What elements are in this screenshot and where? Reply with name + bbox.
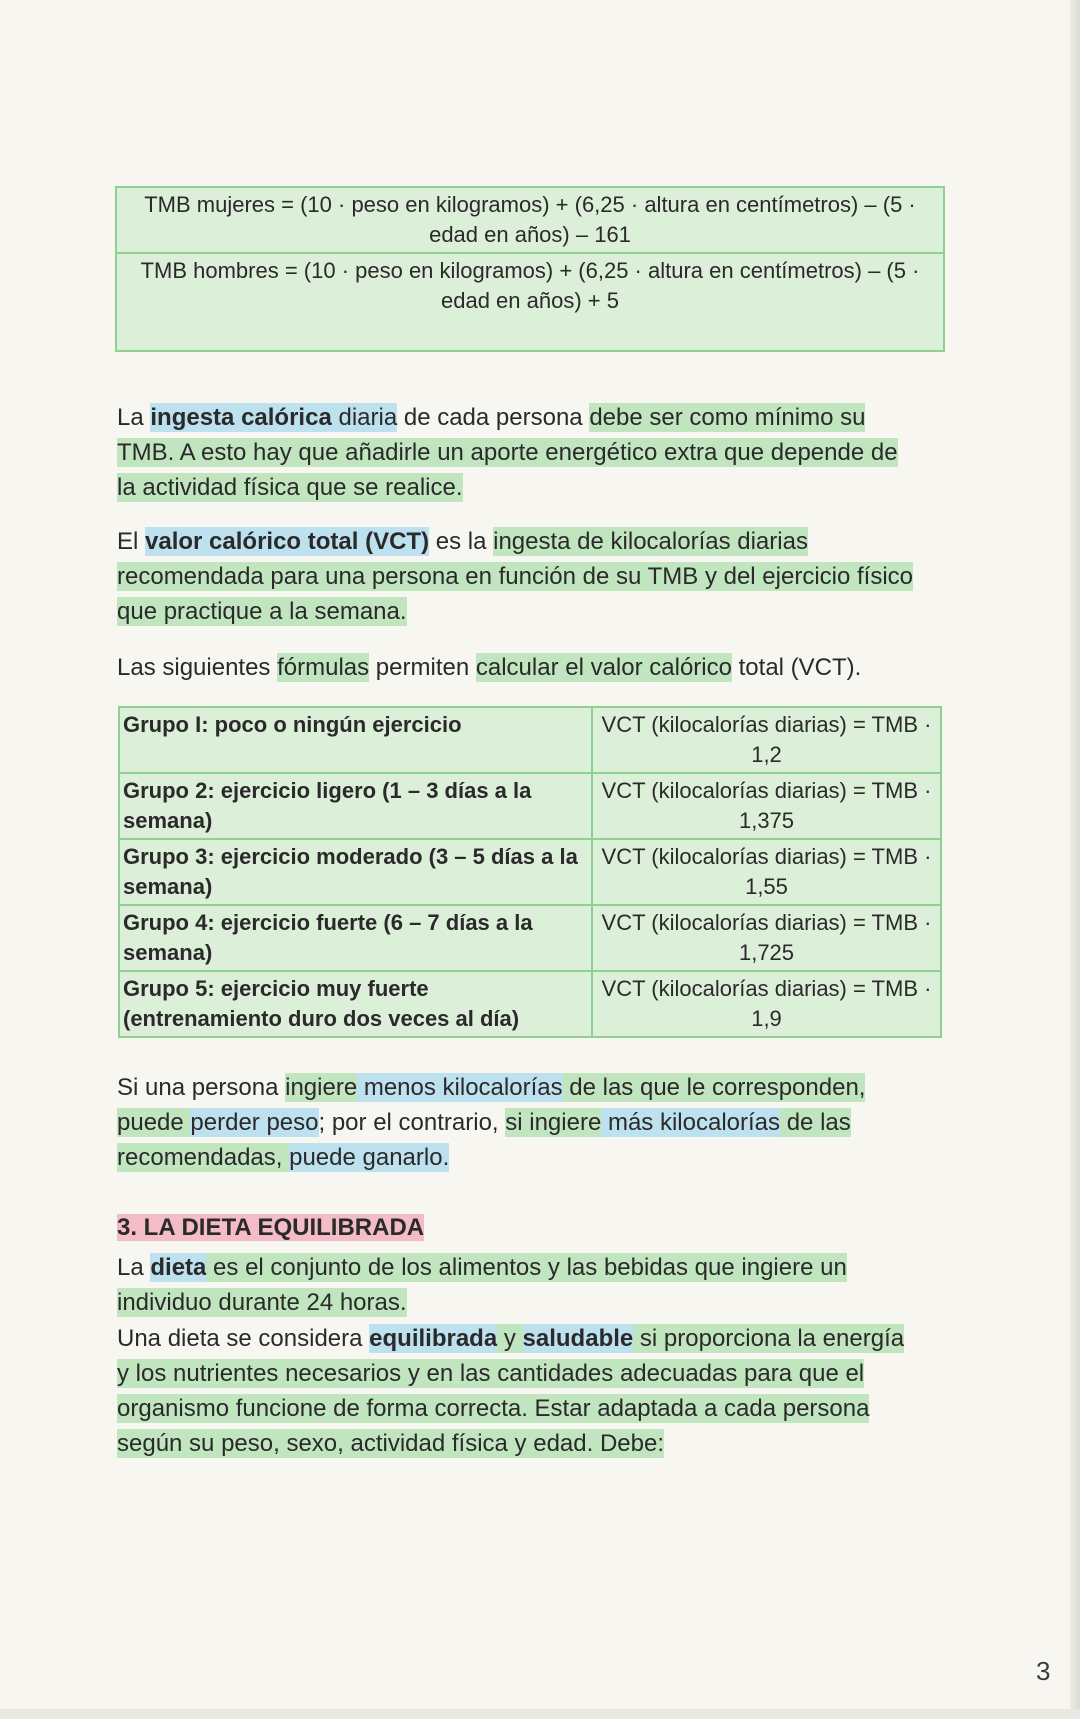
table-row <box>119 905 941 971</box>
highlight: ingesta de kilocalorías diarias <box>493 528 808 555</box>
text: permiten <box>369 654 476 681</box>
text: Una dieta se considera <box>117 1325 370 1352</box>
highlight: recomendadas, <box>117 1144 290 1171</box>
tmb-women-line1: TMB mujeres = (10 · peso en kilogramos) + (6,25 · altura en centímetros) – (5 · <box>144 192 916 217</box>
text: Si una persona <box>117 1074 286 1101</box>
table-row <box>119 839 941 905</box>
highlight: más kilocalorías <box>601 1109 781 1136</box>
section-heading <box>117 1214 424 1242</box>
tmb-men-formula <box>116 253 944 351</box>
highlight: ingiere <box>285 1074 358 1101</box>
paragraph-formulas-intro <box>117 650 947 685</box>
page-bottom-edge <box>0 1709 1080 1719</box>
highlight: debe ser como mínimo su <box>589 404 866 431</box>
highlight: y <box>497 1325 523 1352</box>
vct-formula: VCT (kilocalorías diarias) = TMB · <box>601 712 932 737</box>
highlight: puede ganarlo. <box>289 1144 450 1171</box>
highlight-dieta: dieta <box>150 1254 207 1281</box>
table-row <box>119 971 941 1037</box>
group-label: Grupo 5: ejercicio muy fuerte (entrenamiento duro dos veces al día) <box>119 971 592 1037</box>
vct-factor: 1,55 <box>745 874 788 899</box>
highlight: si proporciona la energía <box>633 1325 905 1352</box>
text: La <box>117 404 151 431</box>
highlight: fórmulas <box>277 654 370 681</box>
vct-groups-table <box>118 706 942 1038</box>
group-label: Grupo I: poco o ningún ejercicio <box>119 707 592 773</box>
highlight: según su peso, sexo, actividad física y edad. Debe: <box>117 1430 664 1457</box>
text: El <box>117 528 146 555</box>
text: es la <box>429 528 494 555</box>
highlight: menos kilocalorías <box>357 1074 563 1101</box>
paragraph-vct-definition <box>117 524 947 629</box>
group-vct <box>592 971 941 1037</box>
table-row <box>119 707 941 773</box>
vct-formula: VCT (kilocalorías diarias) = TMB · <box>601 976 932 1001</box>
section-heading-text: 3. LA DIETA EQUILIBRADA <box>117 1214 425 1241</box>
highlight-diaria: diaria <box>331 404 398 431</box>
page-number: 3 <box>1036 1656 1051 1686</box>
tmb-women-line2: edad en años) – 161 <box>429 222 631 247</box>
table-row <box>119 773 941 839</box>
highlight: la actividad física que se realice. <box>117 474 463 501</box>
paragraph-ingesta-calorica <box>117 400 947 505</box>
vct-factor: 1,375 <box>738 808 795 833</box>
highlight: que practique a la semana. <box>117 598 407 625</box>
vct-factor: 1,9 <box>751 1006 782 1031</box>
highlight: calcular el valor calórico <box>475 654 732 681</box>
highlight: y los nutrientes necesarios y en las cantidades adecuadas para que el <box>117 1360 865 1387</box>
highlight-ingesta-calorica: ingesta calórica <box>150 404 332 431</box>
group-label: Grupo 3: ejercicio moderado (3 – 5 días a la semana) <box>119 839 592 905</box>
highlight-saludable: saludable <box>522 1325 634 1352</box>
vct-formula: VCT (kilocalorías diarias) = TMB · <box>601 778 932 803</box>
text: Las siguientes <box>117 654 278 681</box>
group-label: Grupo 2: ejercicio ligero (1 – 3 días a la semana) <box>119 773 592 839</box>
paragraph-dieta-definition <box>117 1250 947 1320</box>
highlight-equilibrada: equilibrada <box>369 1325 498 1352</box>
text: La <box>117 1254 151 1281</box>
highlight: TMB. A esto hay que añadirle un aporte energético extra que depende de <box>117 439 898 466</box>
highlight: individuo durante 24 horas. <box>117 1289 407 1316</box>
group-label: Grupo 4: ejercicio fuerte (6 – 7 días a la semana) <box>119 905 592 971</box>
paragraph-weight-change <box>117 1070 947 1175</box>
highlight: si ingiere <box>505 1109 602 1136</box>
group-vct <box>592 707 941 773</box>
text: ; por el contrario, <box>318 1109 506 1136</box>
vct-formula: VCT (kilocalorías diarias) = TMB · <box>601 844 932 869</box>
tmb-men-line2: edad en años) + 5 <box>441 288 619 313</box>
highlight: perder peso <box>190 1109 319 1136</box>
tmb-formula-table <box>115 186 945 352</box>
highlight: de las que le corresponden, <box>562 1074 866 1101</box>
tmb-men-line1: TMB hombres = (10 · peso en kilogramos) + (6,25 · altura en centímetros) – (5 · <box>140 258 920 283</box>
vct-factor: 1,2 <box>751 742 782 767</box>
highlight: recomendada para una persona en función de su TMB y del ejercicio físico <box>117 563 914 590</box>
paragraph-dieta-equilibrada <box>117 1321 947 1461</box>
highlight: puede <box>117 1109 191 1136</box>
tmb-women-row <box>116 187 944 253</box>
text: total (VCT). <box>731 654 862 681</box>
group-vct <box>592 773 941 839</box>
text: de cada persona <box>397 404 590 431</box>
highlight: organismo funcione de forma correcta. Estar adaptada a cada persona <box>117 1395 870 1422</box>
page-edge <box>1070 0 1080 1719</box>
tmb-men-row <box>116 253 944 351</box>
vct-formula: VCT (kilocalorías diarias) = TMB · <box>601 910 932 935</box>
group-vct <box>592 839 941 905</box>
group-vct <box>592 905 941 971</box>
vct-factor: 1,725 <box>738 940 795 965</box>
highlight: de las <box>780 1109 851 1136</box>
highlight-vct: valor calórico total (VCT) <box>145 528 430 555</box>
highlight: es el conjunto de los alimentos y las bebidas que ingiere un <box>206 1254 847 1281</box>
tmb-women-formula <box>116 187 944 253</box>
